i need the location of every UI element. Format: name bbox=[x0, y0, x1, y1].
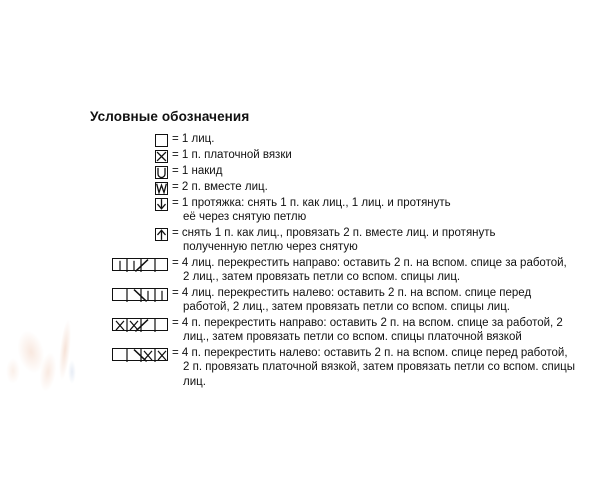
legend-row-text bbox=[168, 346, 590, 390]
legend-row-text-line1: = 4 лиц. перекрестить налево: оставить 2 п. на вспом. спице перед bbox=[172, 286, 532, 299]
box-down-arrow-symbol bbox=[155, 198, 168, 211]
legend-row bbox=[90, 148, 590, 163]
legend-row-list bbox=[90, 132, 590, 390]
legend-row-text-line1: = 4 п. перекрестить налево: оставить 2 п. на вспом. спице перед работой, bbox=[172, 346, 568, 359]
legend-row-text-line2: её через снятую петлю bbox=[183, 211, 307, 224]
legend-row bbox=[90, 132, 590, 147]
legend-row-text-line1: = 1 накид bbox=[172, 164, 223, 177]
cable-left-cross-knit-symbol bbox=[112, 288, 168, 301]
legend-symbol-cell bbox=[90, 226, 168, 241]
box-w-symbol bbox=[155, 182, 168, 195]
legend-symbol-cell bbox=[90, 286, 168, 301]
legend-row-text bbox=[168, 196, 451, 225]
legend-symbol-cell bbox=[90, 164, 168, 179]
legend-row-text-line2: полученную петлю через снятую bbox=[183, 241, 358, 254]
cable-right-cross-knit-symbol bbox=[112, 258, 168, 271]
legend-title: Условные обозначения bbox=[90, 109, 250, 124]
legend-row-text bbox=[168, 256, 567, 285]
legend-symbol-cell bbox=[90, 256, 168, 271]
scan-smudge bbox=[57, 320, 73, 381]
box-u-symbol bbox=[155, 166, 168, 179]
box-x-symbol bbox=[155, 150, 168, 163]
legend-row-text-line2: 2 лиц., затем провязать петли со вспом. спицы лиц. bbox=[183, 271, 461, 284]
legend-row-text bbox=[168, 286, 531, 315]
scan-smudge bbox=[68, 360, 76, 384]
legend-row-text-line1: = 1 лиц. bbox=[172, 132, 215, 145]
box-up-arrow-symbol bbox=[155, 228, 168, 241]
legend-row bbox=[90, 196, 590, 225]
legend-row bbox=[90, 256, 590, 285]
legend-row bbox=[90, 180, 590, 195]
legend-row bbox=[90, 286, 590, 315]
legend-symbol-cell bbox=[90, 346, 168, 361]
legend-row-text bbox=[168, 164, 222, 179]
legend-row bbox=[90, 164, 590, 179]
legend-row-text bbox=[168, 316, 563, 345]
scan-smudge bbox=[6, 358, 20, 384]
legend-row-text bbox=[168, 132, 214, 147]
cable-right-cross-garter-symbol bbox=[112, 318, 168, 331]
legend-row-text-line1: = 1 п. платочной вязки bbox=[172, 148, 292, 161]
legend-row-text-line2: лиц., затем провязать петли со вспом. спицы платочной вязкой bbox=[183, 331, 522, 344]
scan-smudge bbox=[37, 351, 58, 393]
legend-row-text bbox=[168, 148, 292, 163]
legend-symbol-cell bbox=[90, 148, 168, 163]
legend-row-text-line1: = 2 п. вместе лиц. bbox=[172, 180, 268, 193]
legend-row-text bbox=[168, 180, 268, 195]
empty-square-symbol bbox=[155, 134, 168, 147]
legend-row-text-line2: 2 п. провязать платочной вязкой, затем провязать петли со вспом. спицы лиц. bbox=[183, 361, 575, 388]
legend-row bbox=[90, 226, 590, 255]
scan-smudge bbox=[13, 328, 49, 377]
legend-row-text-line1: = 4 лиц. перекрестить направо: оставить 2 п. на вспом. спице за работой, bbox=[172, 256, 567, 269]
knitting-legend bbox=[90, 110, 590, 390]
legend-symbol-cell bbox=[90, 180, 168, 195]
legend-row-text-line2: работой, 2 лиц., затем провязать петли со вспом. спицы лиц. bbox=[183, 301, 510, 314]
cable-left-cross-garter-symbol bbox=[112, 348, 168, 361]
legend-symbol-cell bbox=[90, 316, 168, 331]
legend-row-text-line1: = 4 п. перекрестить направо: оставить 2 п. на вспом. спице за работой, 2 bbox=[172, 316, 563, 329]
legend-row-text-line1: = 1 протяжка: снять 1 п. как лиц., 1 лиц. и протянуть bbox=[172, 196, 451, 209]
legend-symbol-cell bbox=[90, 132, 168, 147]
legend-row-text-line1: = снять 1 п. как лиц., провязать 2 п. вместе лиц. и протянуть bbox=[172, 226, 496, 239]
legend-row bbox=[90, 316, 590, 345]
legend-symbol-cell bbox=[90, 196, 168, 211]
legend-row bbox=[90, 346, 590, 390]
legend-row-text bbox=[168, 226, 496, 255]
